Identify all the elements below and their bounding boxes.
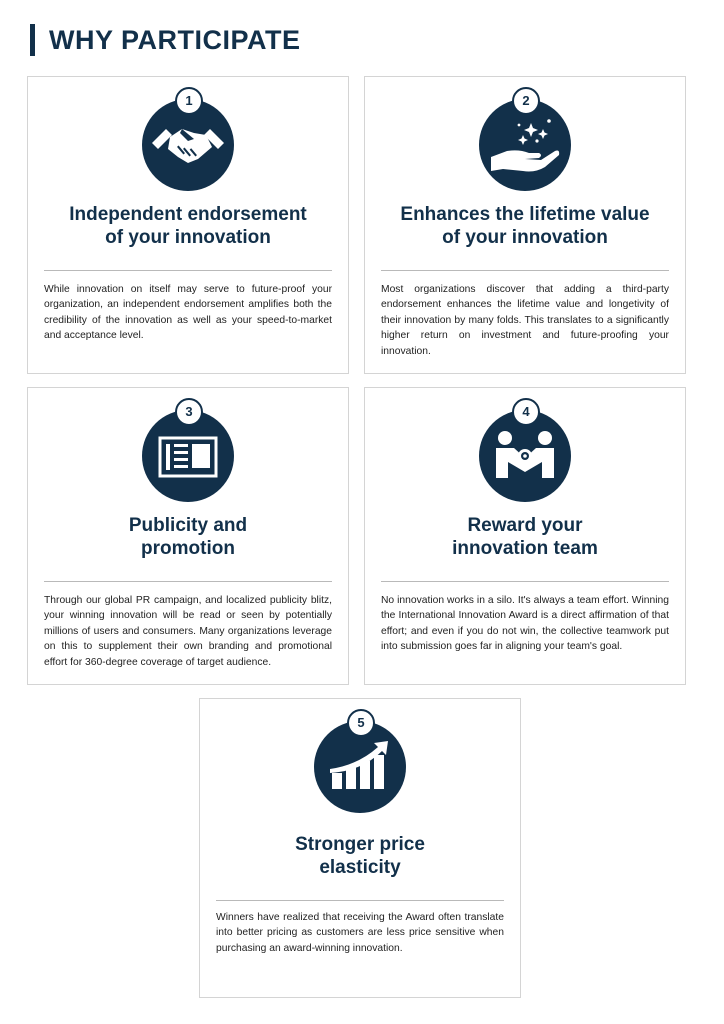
- number-badge: 1: [175, 87, 203, 115]
- divider: [44, 270, 332, 271]
- card-independent-endorsement: [27, 76, 349, 374]
- card-icon-group: [142, 398, 234, 490]
- divider: [216, 900, 504, 901]
- number-badge: 4: [512, 398, 540, 426]
- number-badge: 3: [175, 398, 203, 426]
- card-icon-group: [314, 709, 406, 801]
- card-price-elasticity: [199, 698, 521, 998]
- card-icon-group: [479, 87, 571, 179]
- card-title: Reward your innovation team: [452, 515, 598, 559]
- card-description: Most organizations discover that adding a third-party endorsement enhances the lifetime value and longetivity of their innovation by many folds. This translates to a significantly higher return on investment and future-proofing your innovation.: [381, 284, 669, 357]
- divider: [381, 581, 669, 582]
- card-title: Independent endorsement of your innovation: [69, 204, 307, 248]
- card-description: No innovation works in a silo. It's always a team effort. Winning the International Innovation Award is a direct affirmation of that effort; and even if you do not win, the collective teamwork put into submission goes far in aligning your team's goal.: [381, 595, 669, 653]
- card-lifetime-value: [364, 76, 686, 374]
- card-description: While innovation on itself may serve to future-proof your organization, an independent endorsement amplifies both the credibility of the innovation as well as your speed-to-market and acceptance level.: [44, 284, 332, 342]
- page-title: WHY PARTICIPATE: [30, 24, 301, 56]
- card-description: Through our global PR campaign, and localized publicity blitz, your winning innovation will be read or seen by potentially millions of users and consumers. Many organizations leverage on this to supplement their own branding and promotional effort for 360-degree coverage of target audience.: [44, 595, 332, 668]
- card-icon-group: [479, 398, 571, 490]
- card-description: Winners have realized that receiving the Award often translate into better pricing as customers are less price sensitive when purchasing an award-winning innovation.: [216, 912, 504, 954]
- card-title: Publicity and promotion: [128, 515, 248, 559]
- card-icon-group: [142, 87, 234, 179]
- card-title: Stronger price elasticity: [295, 834, 425, 878]
- card-reward-team: [364, 387, 686, 685]
- card-publicity: [27, 387, 349, 685]
- number-badge: 5: [347, 709, 375, 737]
- divider: [44, 581, 332, 582]
- number-badge: 2: [512, 87, 540, 115]
- divider: [381, 270, 669, 271]
- card-title: Enhances the lifetime value of your innovation: [400, 204, 650, 248]
